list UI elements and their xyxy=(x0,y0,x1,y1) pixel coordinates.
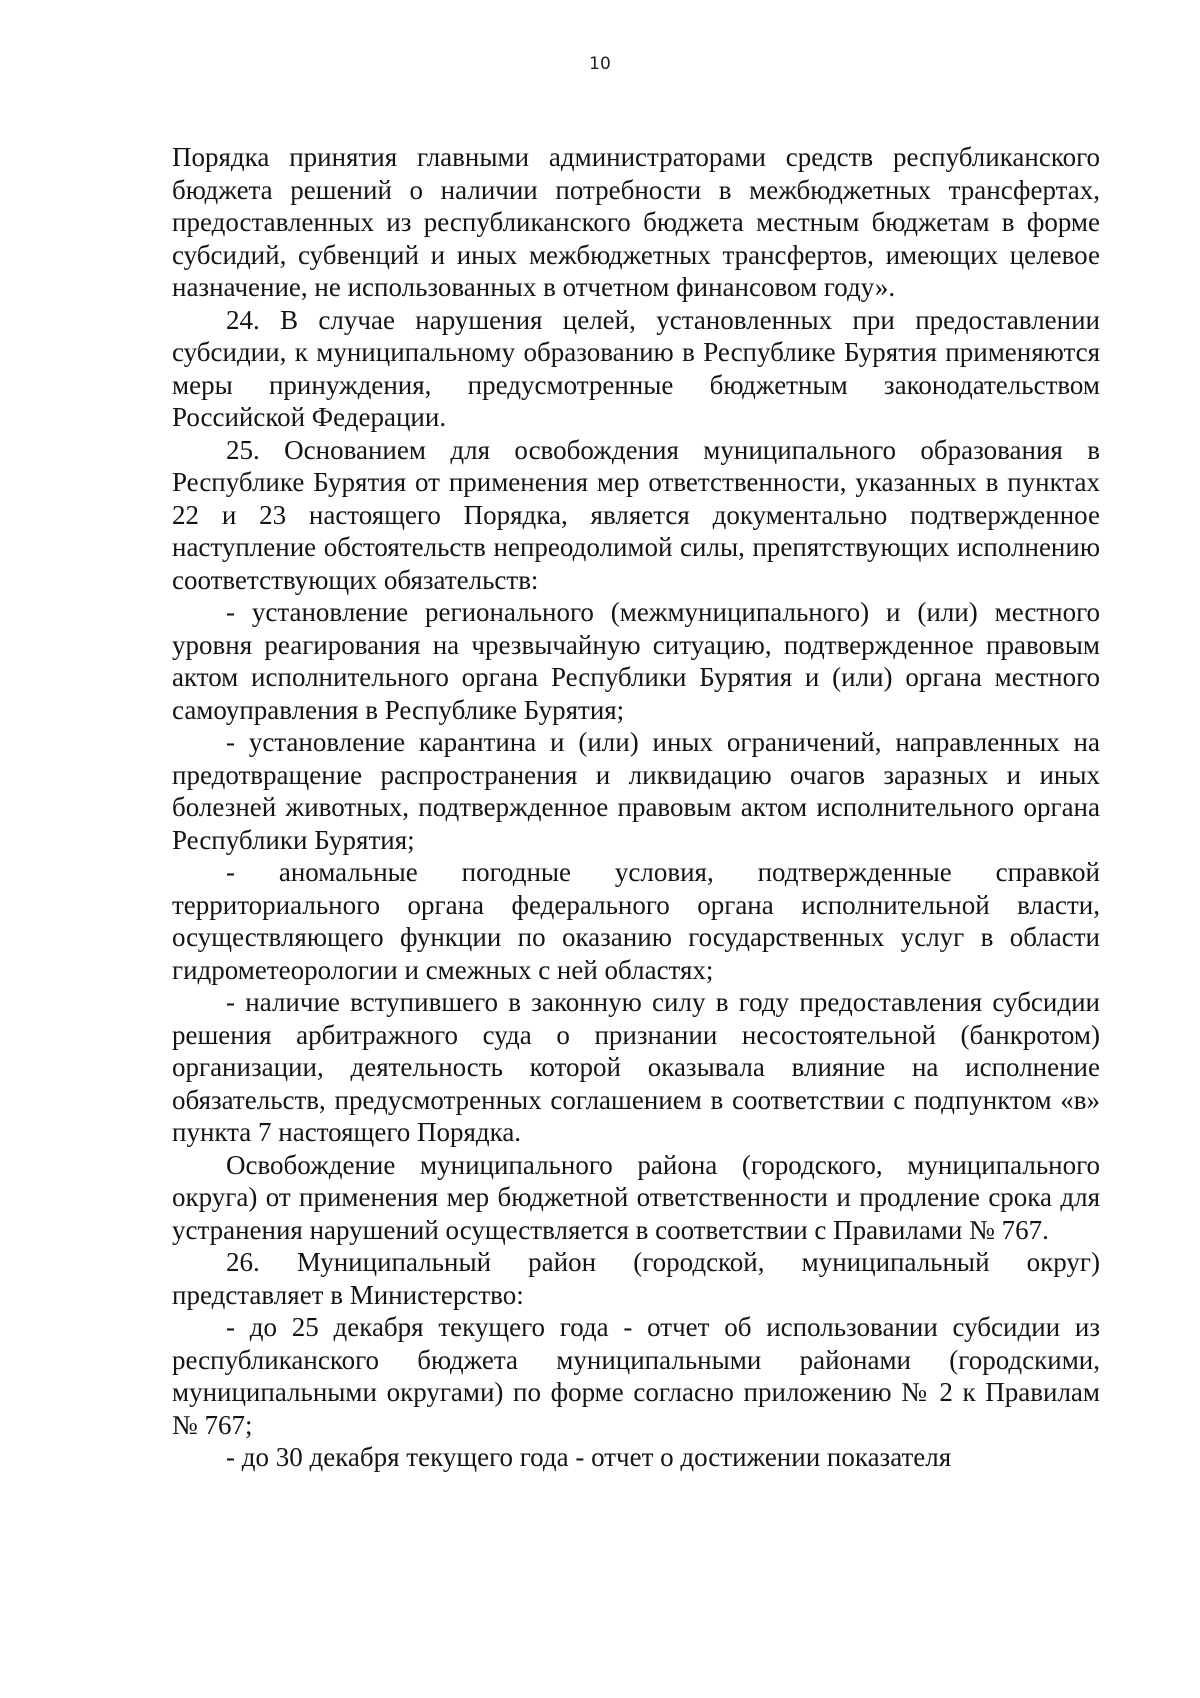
paragraph-item-26: 26. Муниципальный район (городской, муниципальный округ) представляет в Министерство: xyxy=(172,1247,1100,1310)
list-item-emergency: - установление регионального (межмуниципального) и (или) местного уровня реагирования на чрезвычайную ситуацию, подтвержденное правовым актом исполнительного органа Республики Бурятия и (или) органа местного самоуправления в Республике Бурятия; xyxy=(172,597,1100,725)
list-item-quarantine: - установление карантина и (или) иных ограничений, направленных на предотвращение распространения и ликвидацию очагов заразных и иных болезней животных, подтвержденное правовым актом исполнительного органа Республики Бурятия; xyxy=(172,727,1100,855)
list-item-report-dec-30: - до 30 декабря текущего года - отчет о достижении показателя xyxy=(226,1442,952,1472)
list-item-weather: - аномальные погодные условия, подтвержденные справкой территориального органа федерального органа исполнительной власти, осуществляющего функции по оказанию государственных услуг в области гидрометеорологии и смежных с ней областях; xyxy=(172,857,1100,985)
document-body xyxy=(172,141,1100,1474)
list-item-report-dec-25: - до 25 декабря текущего года - отчет об использовании субсидии из республиканского бюджета муниципальными районами (городскими, муниципальными округами) по форме согласно приложению № 2 к Правилам № 767; xyxy=(172,1312,1100,1440)
paragraph-exemption: Освобождение муниципального района (городского, муниципального округа) от применения мер бюджетной ответственности и продление срока для устранения нарушений осуществляется в соответствии с Правилами № 767. xyxy=(172,1149,1100,1245)
page-number: 10 xyxy=(589,54,611,74)
paragraph-item-24: 24. В случае нарушения целей, установленных при предоставлении субсидии, к муниципальному образованию в Республике Бурятия применяются меры принуждения, предусмотренные бюджетным законодательством Российской Федерации. xyxy=(172,304,1100,432)
list-item-bankruptcy: - наличие вступившего в законную силу в году предоставления субсидии решения арбитражного суда о признании несостоятельной (банкротом) организации, деятельность которой оказывала влияние на исполнение обязательств, предусмотренных соглашением в соответствии с подпунктом «в» пункта 7 настоящего Порядка. xyxy=(172,987,1100,1147)
paragraph-item-25: 25. Основанием для освобождения муниципального образования в Республике Бурятия от применения мер ответственности, указанных в пунктах 22 и 23 настоящего Порядка, является документально подтвержденное наступление обстоятельств непреодолимой силы, препятствующих исполнению соответствующих обязательств: xyxy=(172,434,1100,595)
paragraph-continuation: Порядка принятия главными администраторами средств республиканского бюджета решений о наличии потребности в межбюджетных трансфертах, предоставленных из республиканского бюджета местным бюджетам в форме субсидий, субвенций и иных межбюджетных трансфертов, имеющих целевое назначение, не использованных в отчетном финансовом году». xyxy=(172,142,1100,302)
